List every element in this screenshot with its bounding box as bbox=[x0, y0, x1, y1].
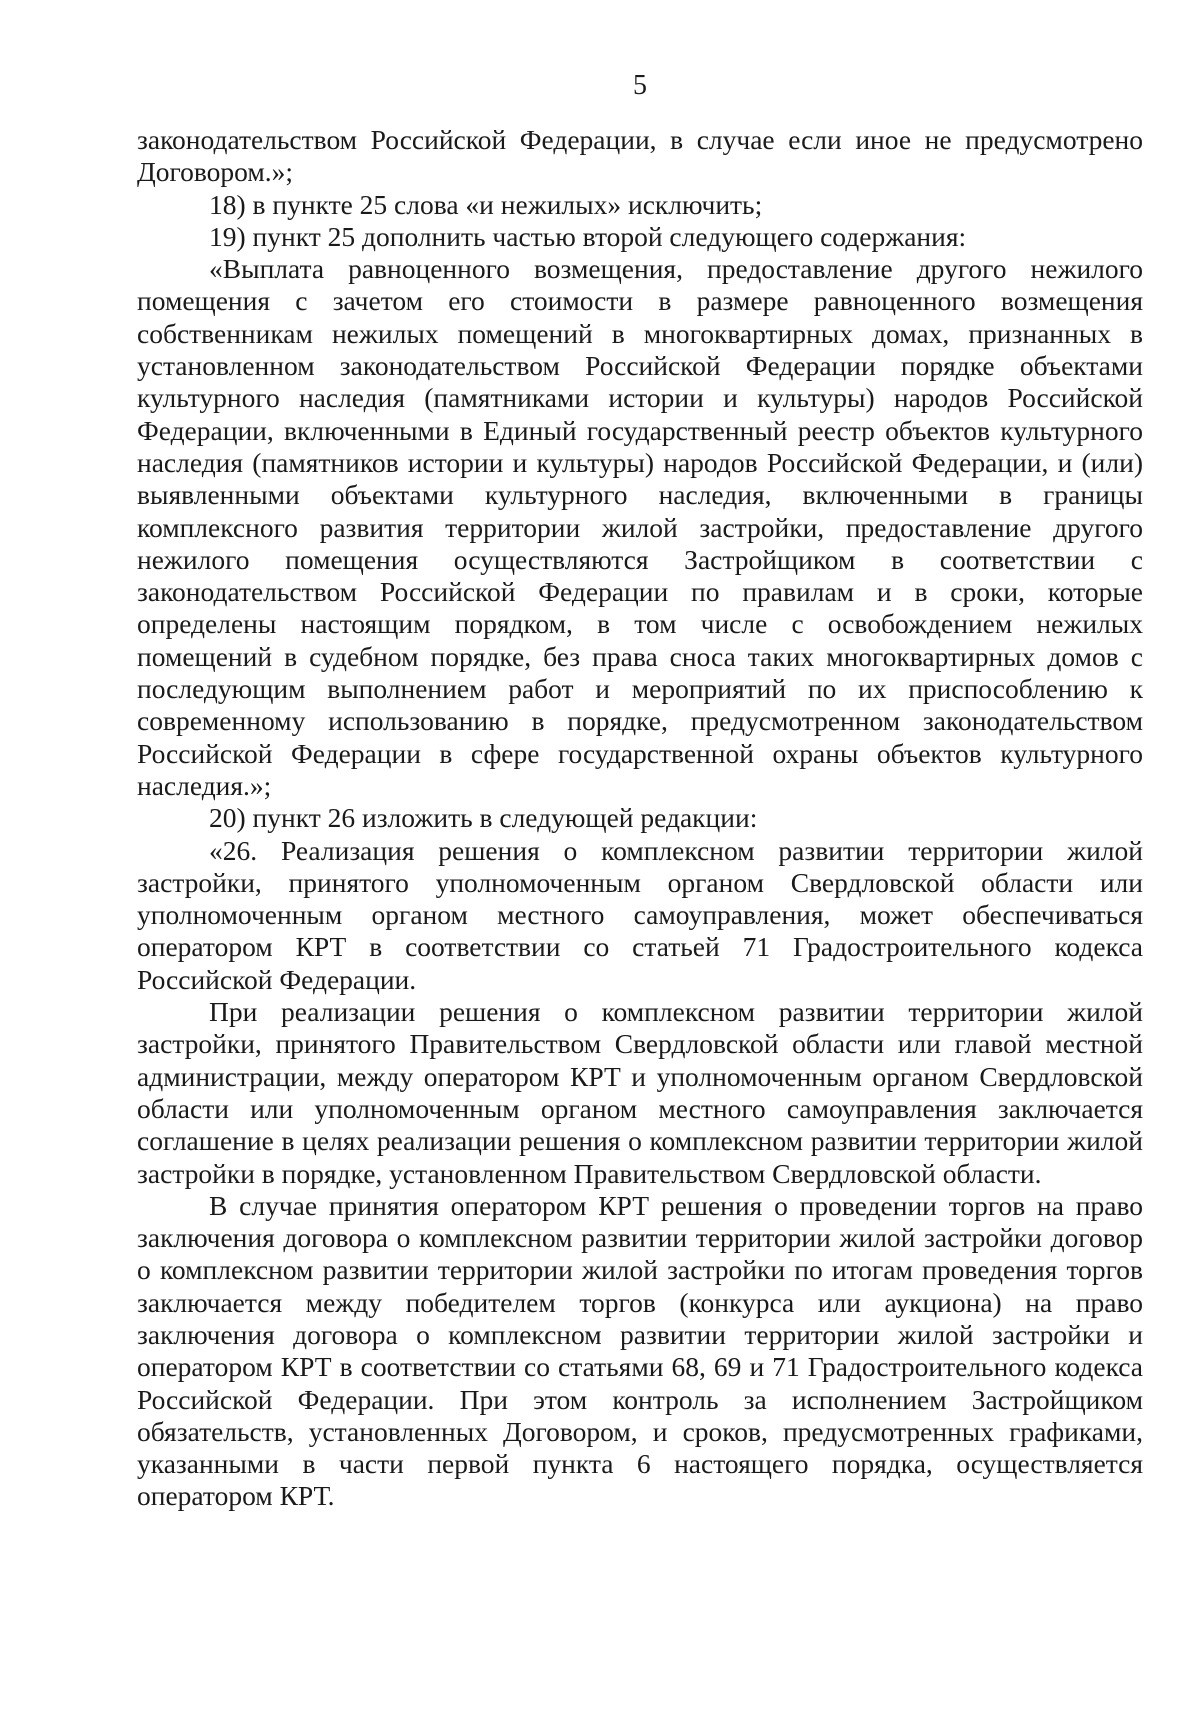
paragraph-item-18: 18) в пункте 25 слова «и нежилых» исключить; bbox=[209, 188, 763, 220]
document-body bbox=[137, 124, 1143, 1513]
paragraph-continuation: законодательством Российской Федерации, в случае если иное не предусмотрено Договором.»; bbox=[137, 124, 1143, 188]
page-number: 5 bbox=[633, 70, 647, 101]
paragraph-item-20: 20) пункт 26 изложить в следующей редакции: bbox=[209, 802, 758, 834]
paragraph-tender: В случае принятия оператором КРТ решения о проведении торгов на право заключения договора о комплексном развитии территории жилой застройки договор о комплексном развитии территории жилой застройки по итогам проведения торгов заключается между победителем торгов (конкурса или аукциона) на право заключения договора о комплексном развитии территории жилой застройки и оператором КРТ в соответствии со статьями 68, 69 и 71 Градостроительного кодекса Российской Федерации. При этом контроль за исполнением Застройщиком обязательств, установленных Договором, и сроков, предусмотренных графиками, указанными в части первой пункта 6 настоящего порядка, осуществляется оператором КРТ. bbox=[137, 1189, 1143, 1512]
paragraph-item-19: 19) пункт 25 дополнить частью второй следующего содержания: bbox=[209, 220, 967, 252]
paragraph-agreement: При реализации решения о комплексном развитии территории жилой застройки, принятого Правительством Свердловской области или главой местной администрации, между оператором КРТ и уполномоченным органом Свердловской области или уполномоченным органом местного самоуправления заключается соглашение в целях реализации решения о комплексном развитии территории жилой застройки в порядке, установленном Правительством Свердловской области. bbox=[137, 996, 1143, 1189]
paragraph-quote-compensation: «Выплата равноценного возмещения, предоставление другого нежилого помещения с зачетом его стоимости в размере равноценного возмещения собственникам нежилых помещений в многоквартирных домах, признанных в установленном законодательством Российской Федерации порядке объектами культурного наследия (памятниками истории и культуры) народов Российской Федерации, включенными в Единый государственный реестр объектов культурного наследия (памятников истории и культуры) народов Российской Федерации, и (или) выявленными объектами культурного наследия, включенными в границы комплексного развития территории жилой застройки, предоставление другого нежилого помещения осуществляются Застройщиком в соответствии с законодательством Российской Федерации по правилам и в сроки, которые определены настоящим порядком, в том числе с освобождением нежилых помещений в судебном порядке, без права сноса таких многоквартирных домов с последующим выполнением работ и мероприятий по их приспособлению к современному использованию в порядке, предусмотренном законодательством Российской Федерации в сфере государственной охраны объектов культурного наследия.»; bbox=[137, 253, 1143, 801]
paragraph-point-26: «26. Реализация решения о комплексном развитии территории жилой застройки, принятого уполномоченным органом Свердловской области или уполномоченным органом местного самоуправления, может обеспечиваться оператором КРТ в соответствии со статьей 71 Градостроительного кодекса Российской Федерации. bbox=[137, 834, 1143, 995]
